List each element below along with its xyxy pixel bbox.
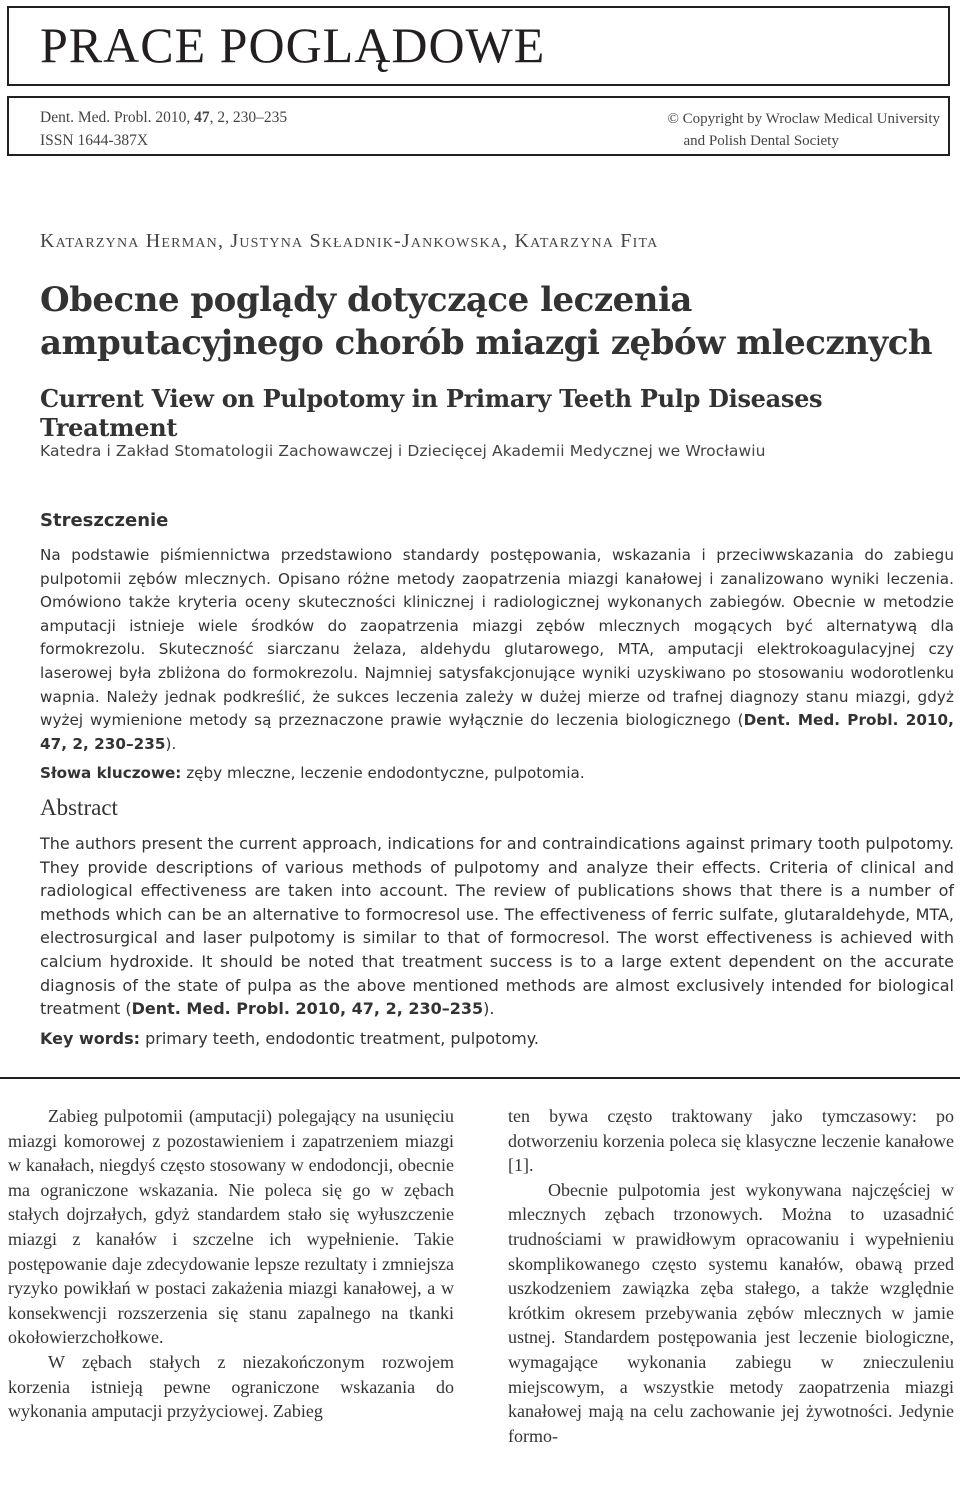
body-paragraph: ten bywa często traktowany jako tymczasowy: po dotworzeniu korzenia poleca się klasyczne leczenie kanałowe [1].	[508, 1106, 954, 1176]
slowa-kluczowe	[40, 762, 954, 784]
copyright-line-1: © Copyright by Wroclaw Medical University	[667, 111, 940, 127]
affiliation: Katedra i Zakład Stomatologii Zachowawczej i Dziecięcej Akademii Medycznej we Wrocławiu	[40, 442, 766, 460]
abstract-end: ).	[483, 999, 495, 1019]
slowa-kluczowe-value: zęby mleczne, leczenie endodontyczne, pulpotomia.	[181, 764, 585, 782]
streszczenie-end: ).	[165, 734, 177, 753]
body-paragraph: Zabieg pulpotomii (amputacji) polegający na usunięciu miazgi komorowej z pozostawieniem i zapatrzeniem miazgi w kanałach, niegdyś często stosowany w endodoncji, obecnie ma ograniczone wskazania. Nie poleca się go w zębach stałych dojrzałych, gdyż standardem stało się wyłuszczenie miazgi z kanałów i szczelne ich wypełnienie. Takie postępowanie daje zdecydowanie lepsze rezultaty i zmniejsza ryzyko powikłań w postaci zakażenia miazgi kanałowej, a w konsekwencji rozszerzenia się stanu zapalnego na tkanki okołowierzchołkowe.	[8, 1106, 454, 1348]
copyright-line-2: and Polish Dental Society	[683, 133, 839, 149]
key-words	[40, 1028, 954, 1050]
journal-citation	[40, 106, 287, 152]
body-column-right	[508, 1104, 954, 1448]
streszczenie-heading: Streszczenie	[40, 510, 169, 531]
body-paragraph: W zębach stałych z niezakończonym rozwojem korzenia istnieją pewne ograniczone wskazania do wykonania amputacji przyżyciowej. Zabieg	[8, 1351, 454, 1422]
key-words-label: Key words:	[40, 1029, 141, 1048]
key-words-value: primary teeth, endodontic treatment, pulpotomy.	[140, 1029, 540, 1048]
article-title-polish: Obecne poglądy dotyczące leczenia amputacyjnego chorób miazgi zębów mlecznych	[40, 280, 933, 363]
article-title-english: Current View on Pulpotomy in Primary Teeth Pulp Diseases Treatment	[40, 384, 823, 442]
citation-suffix: , 2, 230–235	[209, 109, 288, 126]
streszczenie-text	[40, 544, 954, 756]
citation-volume: 47	[194, 109, 210, 126]
body-paragraph: Obecnie pulpotomia jest wykonywana najczęściej w mlecznych zębach trzonowych. Można to uzasadnić trudnościami w prawidłowym opracowaniu i wypełnieniu skomplikowanego często systemu kanałów, obawą przed uszkodzeniem zawiązka zęba stałego, a także względnie krótkim okresem przebywania zębów mlecznych w jamie ustnej. Standardem postępowania jest leczenie biologiczne, wymagające wykonania zabiegu w znieczuleniu miejscowym, a wszystkie metody zaopatrzenia miazgi kanałowej mają na celu zachowanie jej żywotności. Jedynie formo-	[508, 1179, 954, 1446]
issn: ISSN 1644-387X	[40, 132, 149, 149]
citation-line	[40, 106, 287, 129]
copyright-notice	[667, 108, 940, 152]
section-title: PRACE POGLĄDOWE	[40, 17, 546, 73]
body-column-left	[8, 1104, 454, 1424]
section-divider	[0, 1077, 960, 1079]
slowa-kluczowe-label: Słowa kluczowe:	[40, 764, 182, 782]
abstract-citation: Dent. Med. Probl. 2010, 47, 2, 230–235	[131, 999, 484, 1019]
abstract-text	[40, 832, 954, 1021]
citation-prefix: Dent. Med. Probl. 2010,	[40, 109, 195, 126]
streszczenie-body: Na podstawie piśmiennictwa przedstawiono standardy postępowania, wskazania i przeciwwskazania do zabiegu pulpotomii zębów mlecznych. Opisano różne metody zaopatrzenia miazgi kanałowej i zanalizowano wyniki leczenia. Omówiono także kryteria oceny skuteczności klinicznej i radiologicznej wykonanych zabiegów. Obecnie w metodzie amputacji istnieje wiele środków do zaopatrzenia miazgi zębów mlecznych mogących być alternatywą dla formokrezolu. Skuteczność siarczanu żelaza, aldehydu glutarowego, MTA, amputacji elektrokoagulacyjnej czy laserowej była zbliżona do formokrezolu. Najmniej satysfakcjonujące wyniki uzyskiwano po stosowaniu wodorotlenku wapnia. Należy jednak podkreślić, że sukces leczenia zależy w dużej mierze od trafnej diagnozy stanu miazgi, gdyż wyżej wymienione metody są przeznaczone prawie wyłącznie do leczenia biologicznego (	[40, 546, 954, 730]
streszczenie-citation: Dent. Med. Probl. 2010, 47, 2, 230–235	[40, 711, 954, 753]
abstract-heading: Abstract	[40, 795, 118, 820]
abstract-body: The authors present the current approach, indications for and contraindications against primary tooth pulpotomy. They provide descriptions of various methods of pulpotomy and analyze their effects. Criteria of clinical and radiological effectiveness are taken into account. The review of publications shows that there is a number of methods which can be an alternative to formocresol use. The effectiveness of ferric sulfate, glutaraldehyde, MTA, electrosurgical and laser pulpotomy is similar to that of formocresol. The worst effectiveness is achieved with calcium hydroxide. It should be noted that treatment success is to a large extent dependent on the accurate diagnosis of the state of pulpa as the above mentioned methods are almost exclusively intended for biological treatment (	[40, 834, 954, 1019]
authors: Katarzyna Herman, Justyna Składnik-Jankowska, Katarzyna Fita	[40, 230, 659, 252]
